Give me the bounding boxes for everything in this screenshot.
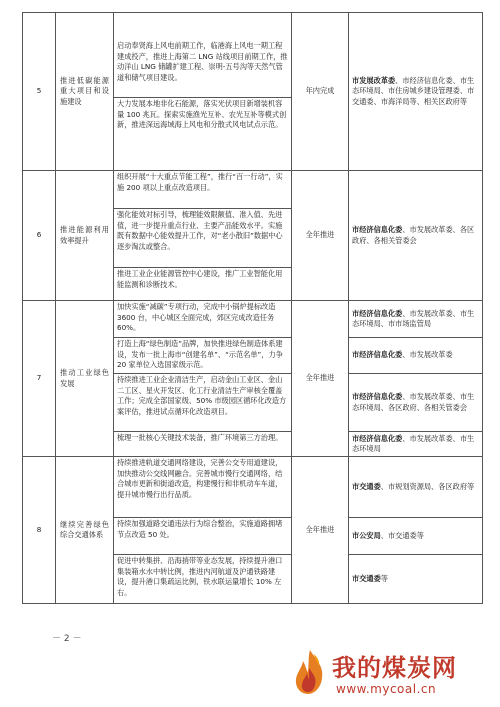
completion-period: 全年推进 [292, 301, 349, 457]
task-item: 梳理一批核心关键技术装备，推广环境第三方治理。 [117, 433, 283, 442]
lead-secondary: 、市发展改革委、市生态环境局、各区政府、各相关管委会 [352, 392, 475, 412]
watermark-title: 我的煤炭网 [332, 654, 457, 682]
row-number: 7 [23, 301, 56, 457]
row-number: 8 [23, 457, 56, 604]
lead-primary: 市经济信息化委 [352, 350, 403, 360]
lead-unit [349, 301, 482, 338]
task-content [114, 457, 292, 604]
flame-logo-icon [290, 648, 330, 696]
lead-units [349, 301, 483, 457]
table-row [23, 301, 483, 457]
lead-primary: 市交通委 [352, 573, 381, 583]
lead-primary: 市发展改革委 [352, 75, 396, 85]
task-item: 加快实施“减碳”专项行动，完成中小锅炉提标改造 3600 台，中心城区全面完成，郊区完成改造任务 60%。 [114, 301, 291, 338]
task-name: 推进能源利用效率提升 [56, 171, 114, 301]
watermark-url: www.mycoal.cn [336, 682, 437, 696]
lead-secondary: 、市经济信息化委、市生态环境局、市住房城乡建设管理委、市交通委、市海洋局等、相关区政府等 [352, 75, 475, 106]
lead-secondary: 、市发展改革委 [402, 350, 453, 360]
completion-period: 年内完成 [292, 13, 349, 171]
task-item: 组织开展“十大重点节能工程”，推行“百一行动”，实施 200 项以上重点改造项目。 [114, 171, 291, 209]
lead-secondary: 、市发展改革委、市生态环境局 [352, 433, 475, 453]
task-item: 推进工业企业能源管控中心建设，推广工业智能化用能监测和诊断技术。 [117, 269, 283, 289]
table-row [23, 457, 483, 604]
lead-primary: 市公安局 [352, 530, 381, 540]
task-item: 强化能效对标引导，梳理能效限额值、准入值、先进值，进一步提升重点行业、主要产品能效水平。实施既有数据中心能效提升工作，对“老小散旧”数据中心逐步淘汰或整合。 [114, 209, 291, 268]
watermark [290, 648, 490, 703]
task-item: 打造上海“绿色制造”品牌，加快推进绿色制造体系建设，发布一批上海市“创建名单”、“示范名单”，力争 20 家单位入选国家级示范。 [114, 338, 291, 374]
task-item: 启动奉贤海上风电前期工作，临港海上风电一期工程建成投产，推进上海第二 LNG 站线项目前期工作，推动洋山 LNG 储罐扩建工程、崇明-五号沟等天然气管道和储气项目建设。 [114, 40, 291, 98]
lead-unit [349, 75, 482, 109]
task-item: 大力发展本地非化石能源，落实光伏项目新增装机容量 100 兆瓦。探索实施渔光互补、农光互补等模式创新，推进深远海域海上风电和分散式风电试点示范。 [117, 99, 287, 129]
table-row [23, 171, 483, 301]
task-name: 继续完善绿色综合交通体系 [56, 457, 114, 604]
lead-unit [349, 457, 482, 518]
task-content [114, 13, 292, 171]
completion-period: 全年推进 [292, 171, 349, 301]
lead-unit [349, 224, 482, 247]
row-number: 6 [23, 171, 56, 301]
table-row [23, 13, 483, 171]
lead-unit [349, 374, 482, 432]
lead-secondary: 等 [380, 573, 388, 583]
lead-primary: 市经济信息化委 [352, 392, 403, 401]
task-name: 推动工业绿色发展 [56, 301, 114, 457]
lead-unit [349, 555, 482, 603]
lead-units [349, 13, 483, 171]
lead-primary: 市交通委 [352, 481, 381, 491]
lead-unit [349, 432, 482, 456]
task-item: 促进中转集拼、沿海捎带等业态发展，持续提升港口集装箱水水中转比例，推进内河航道及沪通铁路建设，提升港口集疏运比例，铁水联运量增长 10% 左右。 [117, 556, 283, 597]
task-item: 持续推进工业企业清洁生产，启动金山工业区、金山二工区、星火开发区、化工行业清洁生产审核全覆盖工作；完成全部国家级、50% 市级园区循环化改造方案评估，推进试点循环化改造项目。 [114, 374, 291, 432]
task-content [114, 301, 292, 457]
lead-primary: 市经济信息化委 [352, 225, 403, 234]
lead-units [349, 457, 483, 604]
lead-secondary: 、市交通委等 [380, 530, 424, 540]
lead-primary: 市经济信息化委 [352, 308, 403, 318]
completion-period: 全年推进 [292, 457, 349, 604]
page-number: － 2 － [52, 634, 82, 644]
row-number: 5 [23, 13, 56, 171]
lead-primary: 市经济信息化委 [352, 433, 403, 443]
lead-unit [349, 518, 482, 555]
lead-secondary: 、市规划资源局、各区政府等 [380, 481, 475, 491]
task-name: 推进低碳能源重大项目和设施建设 [56, 13, 114, 171]
lead-units [349, 171, 483, 301]
task-item: 持续推进轨道交通网络建设，完善公交专用道建设，加快推动公交线网融合。完善城市慢行交通网络，结合城市更新和街道改造，构建慢行和非机动车车道，提升城市慢行出行品质。 [114, 457, 291, 518]
lead-secondary: 、市发展改革委、市生态环境局、市市场监管局 [352, 308, 475, 328]
lead-unit [349, 338, 482, 374]
task-content [114, 171, 292, 301]
task-table [22, 12, 483, 604]
task-item: 持续加强道路交通违法行为综合整治，实施道路拥堵节点改造 50 处。 [114, 518, 291, 555]
lead-secondary: 、市发展改革委、各区政府、各相关管委会 [352, 225, 475, 245]
